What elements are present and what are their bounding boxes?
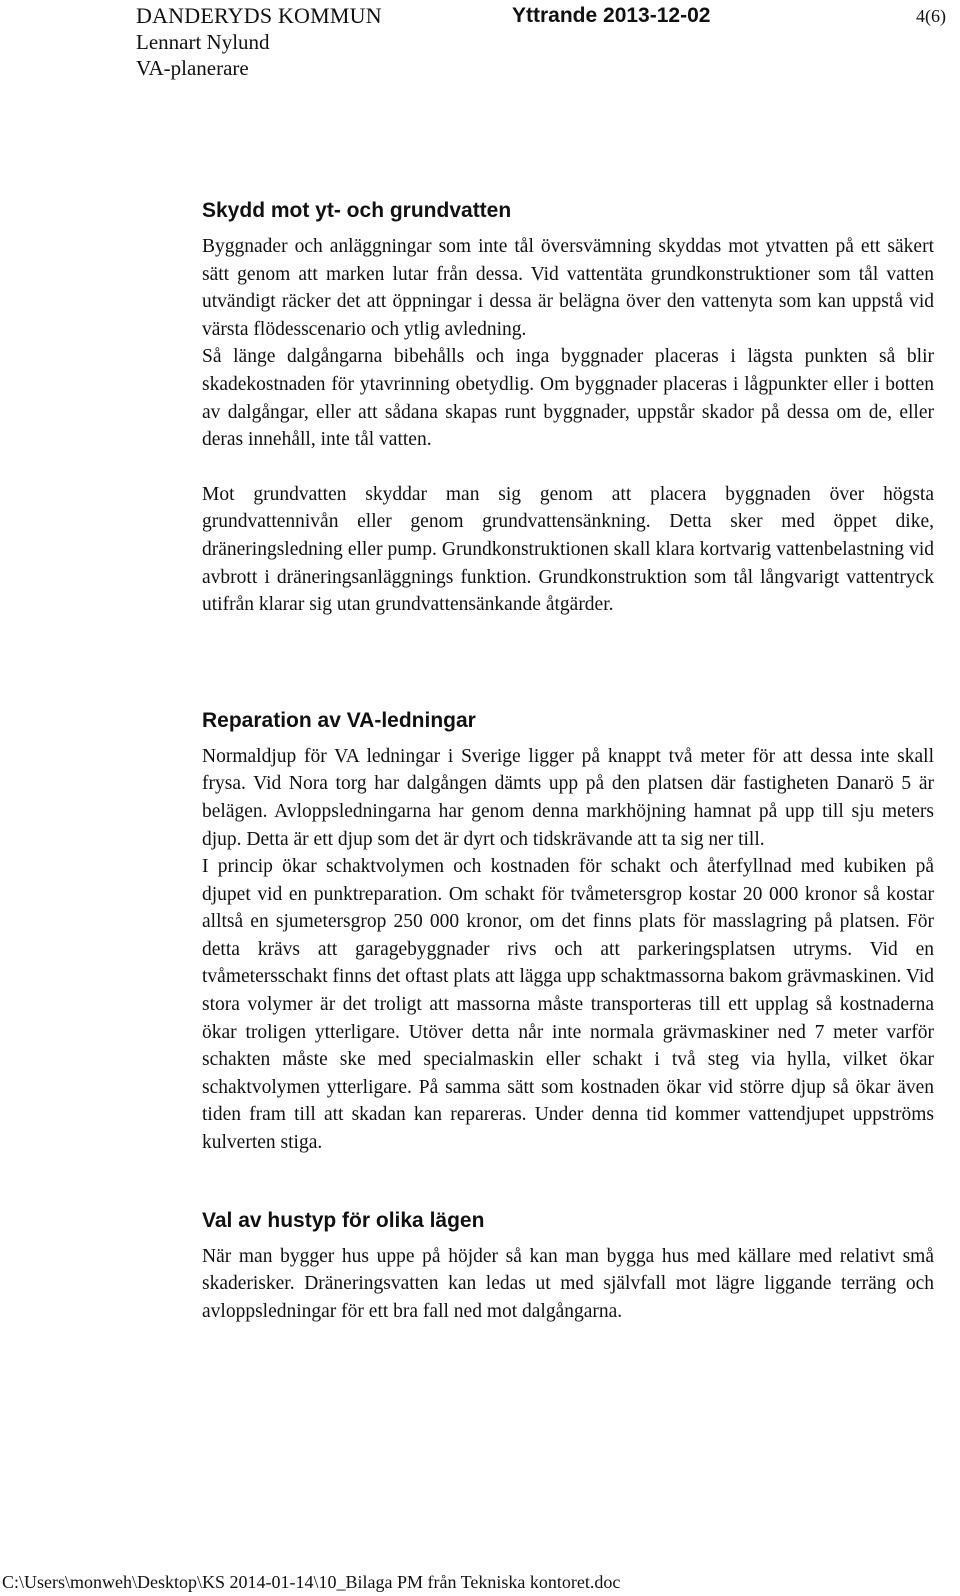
paragraph: I princip ökar schaktvolymen och kostnaden för schakt och återfyllnad med kubiken på djupet vid en punktreparation. Om schakt för tvåmetersgrop kostar 20 000 kronor så kostar alltså en sjumetersgrop 250 000 kronor, om det finns plats för masslagring på platsen. För detta krävs att garagebyggnader rivs och att parkeringsplatsen utryms. Vid en tvåmetersschakt finns det oftast plats att lägga upp schaktmassorna bakom grävmaskinen. Vid stora volymer är det troligt att massorna måste transporteras till ett upplag så kostnaderna ökar troligen ytterligare. Utöver detta når inte normala grävmaskiner ned 7 meter varför schakten måste ske med specialmaskin eller schakt i två steg via hylla, vilket ökar schaktvolymen ytterligare. På samma sätt som kostnaden ökar vid större djup så ökar även tiden fram till att skadan kan repareras. Under denna tid kommer vattendjupet uppströms kulverten stiga. bbox=[202, 856, 934, 1154]
page-header bbox=[0, 0, 960, 90]
section-heading: Skydd mot yt- och grundvatten bbox=[202, 199, 512, 222]
paragraph: Normaldjup för VA ledningar i Sverige ligger på knappt två meter för att dessa inte skall frysa. Vid Nora torg har dalgången dämts upp på den platsen där fastigheten Danarö 5 är belägen. Avloppsledningarna har genom denna markhöjning hamnat på upp till sju meters djup. Detta är ett djup som det är dyrt och tidskrävande att ta sig ner till. bbox=[202, 745, 934, 850]
author-name: Lennart Nylund bbox=[136, 30, 270, 54]
section-skydd bbox=[202, 197, 934, 619]
document-title: Yttrande 2013-12-02 bbox=[512, 4, 711, 27]
paragraph: Mot grundvatten skyddar man sig genom att placera byggnaden över högsta grundvattennivån eller genom grundvattensänkning. Detta sker med öppet dike, dräneringsledning eller pump. Grundkonstruktionen skall klara kortvarig vattenbelastning vid avbrott i dräneringsanläggnings funktion. Grundkonstruktion som tål långvarigt vattentryck utifrån klarar sig utan grundvattensänkande åtgärder. bbox=[202, 483, 934, 616]
document-body bbox=[202, 197, 934, 1325]
section-reparation bbox=[202, 707, 934, 1157]
section-heading: Val av hustyp för olika lägen bbox=[202, 1208, 485, 1232]
header-left-block bbox=[136, 3, 382, 81]
paragraph: Byggnader och anläggningar som inte tål översvämning skyddas mot ytvatten på ett säkert sätt genom att marken lutar från dessa. Vid vattentäta grundkonstruktioner som tål vatten utvändigt räcker det att öppningar i dessa är belägna över den vattenyta som kan uppstå vid värsta flödesscenario och ytlig avledning. bbox=[202, 236, 934, 340]
organization-name: DANDERYDS KOMMUN bbox=[136, 3, 382, 28]
paragraph-spacer bbox=[202, 454, 934, 481]
paragraph: Så länge dalgångarna bibehålls och inga byggnader placeras i lägsta punkten så blir skadekostnaden för ytavrinning obetydlig. Om byggnader placeras i lågpunkter eller i botten av dalgångar, eller att sådana skapas runt byggnader, uppstår skador på dessa om de, eller deras innehåll, inte tål vatten. bbox=[202, 346, 934, 451]
section-heading: Reparation av VA-ledningar bbox=[202, 708, 476, 732]
section-hustyp bbox=[202, 1207, 934, 1326]
page-number: 4(6) bbox=[916, 6, 946, 26]
author-role: VA-planerare bbox=[136, 56, 249, 80]
footer-file-path: C:\Users\monweh\Desktop\KS 2014-01-14\10_Bilaga PM från Tekniska kontoret.doc bbox=[2, 1572, 621, 1592]
paragraph: När man bygger hus uppe på höjder så kan man bygga hus med källare med relativt små skaderisker. Dräneringsvatten kan ledas ut med självfall mot lägre liggande terräng och avloppsledningar för ett bra fall ned mot dalgångarna. bbox=[202, 1245, 934, 1322]
